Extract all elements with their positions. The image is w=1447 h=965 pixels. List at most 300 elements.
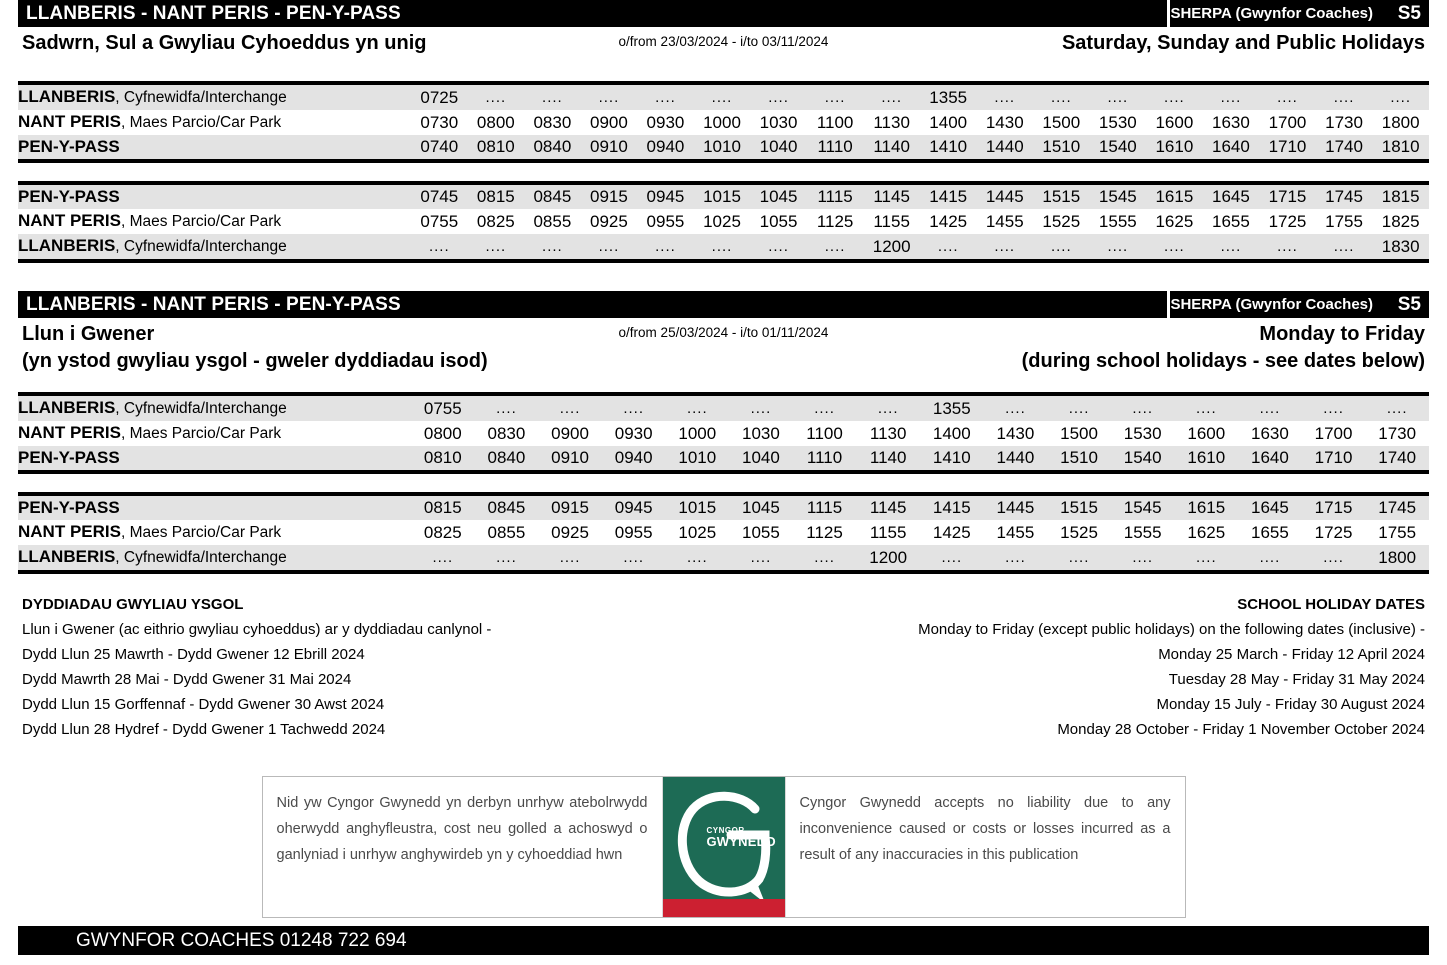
school-holiday-welsh-line: Dydd Llun 15 Gorffennaf - Dydd Gwener 30 Awst 2024 xyxy=(22,696,385,713)
departure-time-cell: 1510 xyxy=(1033,135,1090,159)
operator-block-1 xyxy=(1170,0,1429,27)
no-service-cell: .... xyxy=(1316,234,1373,259)
stop-name-primary: NANT PERIS xyxy=(18,522,121,541)
departure-time-cell: 1515 xyxy=(1047,496,1111,520)
departure-time-cell: 0810 xyxy=(411,446,475,470)
no-service-cell: .... xyxy=(694,85,751,110)
departure-time-cell: 1455 xyxy=(976,209,1033,234)
departure-time-cell: 1715 xyxy=(1259,185,1316,209)
no-service-cell: .... xyxy=(1090,234,1147,259)
departure-time-cell: 0910 xyxy=(581,135,638,159)
days-header-2 xyxy=(18,318,1429,392)
departure-time-cell: 1145 xyxy=(863,185,920,209)
departure-time-cell: 1825 xyxy=(1372,209,1429,234)
days-english-line1-2: Monday to Friday xyxy=(1259,323,1425,345)
departure-time-cell: 0915 xyxy=(581,185,638,209)
days-welsh-line1-2: Llun i Gwener xyxy=(22,323,155,345)
departure-time-cell: 1630 xyxy=(1238,421,1302,446)
departure-time-cell: 1700 xyxy=(1302,421,1366,446)
no-service-cell: .... xyxy=(1238,545,1302,570)
stop-name-primary: NANT PERIS xyxy=(18,112,121,131)
route-title-1: LLANBERIS - NANT PERIS - PEN-Y-PASS xyxy=(18,0,1167,27)
departure-time-cell: 1000 xyxy=(694,110,751,135)
departure-time-cell: 1815 xyxy=(1372,185,1429,209)
stop-name-primary: PEN-Y-PASS xyxy=(18,448,120,467)
departure-time-cell: 1110 xyxy=(807,135,864,159)
departure-time-cell: 1830 xyxy=(1372,234,1429,259)
no-service-cell: .... xyxy=(1146,234,1203,259)
stop-name-primary: PEN-Y-PASS xyxy=(18,498,120,517)
departure-time-cell: 1600 xyxy=(1175,421,1239,446)
school-holiday-heading-welsh: DYDDIADAU GWYLIAU YSGOL xyxy=(22,596,244,613)
footer-text: GWYNFOR COACHES 01248 722 694 xyxy=(76,929,407,951)
departure-time-cell: 1355 xyxy=(920,396,984,421)
stop-name-primary: LLANBERIS xyxy=(18,547,116,566)
disclaimer-text-english: Cyngor Gwynedd accepts no liability due to any inconvenience caused or costs or losses incurred as a result of any inaccuracies in this publication xyxy=(785,777,1185,917)
stop-name-secondary: , Cyfnewidfa/Interchange xyxy=(115,400,287,417)
days-header-1 xyxy=(18,27,1429,81)
timetable-1-outbound xyxy=(18,81,1429,163)
departure-time-cell: 1100 xyxy=(807,110,864,135)
departure-time-cell: 1040 xyxy=(729,446,793,470)
departure-time-cell: 1400 xyxy=(920,110,977,135)
departure-time-cell: 1015 xyxy=(666,496,730,520)
departure-time-cell: 1155 xyxy=(856,520,920,545)
school-holiday-english-line: Tuesday 28 May - Friday 31 May 2024 xyxy=(1168,671,1425,688)
no-service-cell: .... xyxy=(1203,234,1260,259)
departure-time-cell: 1045 xyxy=(729,496,793,520)
stop-name-primary: LLANBERIS xyxy=(18,236,116,255)
departure-time-cell: 1110 xyxy=(793,446,857,470)
departure-time-cell: 0825 xyxy=(468,209,525,234)
no-service-cell: .... xyxy=(920,545,984,570)
departure-time-cell: 1625 xyxy=(1146,209,1203,234)
departure-time-cell: 0925 xyxy=(581,209,638,234)
no-service-cell: .... xyxy=(807,234,864,259)
departure-time-cell: 1000 xyxy=(666,421,730,446)
block-spacer-1 xyxy=(18,163,1429,181)
table-spacer xyxy=(0,263,1447,291)
no-service-cell: .... xyxy=(1259,234,1316,259)
school-holiday-notes-welsh xyxy=(22,592,491,742)
stop-name-secondary: , Cyfnewidfa/Interchange xyxy=(115,549,287,566)
departure-time-cell: 1655 xyxy=(1203,209,1260,234)
no-service-cell: .... xyxy=(694,234,751,259)
no-service-cell: .... xyxy=(1316,85,1373,110)
table-row xyxy=(18,545,1429,570)
stop-name-primary: NANT PERIS xyxy=(18,211,121,230)
operator-name-1: SHERPA (Gwynfor Coaches) xyxy=(1170,5,1373,22)
departure-time-cell: 1725 xyxy=(1302,520,1366,545)
no-service-cell: .... xyxy=(602,545,666,570)
departure-time-cell: 0855 xyxy=(475,520,539,545)
no-service-cell: .... xyxy=(729,545,793,570)
departure-time-cell: 1145 xyxy=(856,496,920,520)
table-row xyxy=(18,185,1429,209)
departure-time-cell: 1055 xyxy=(729,520,793,545)
route-header-bar-1 xyxy=(18,0,1429,27)
days-english-line2-2: (during school holidays - see dates below) xyxy=(1021,350,1425,372)
table-row xyxy=(18,135,1429,159)
school-holiday-welsh-line: Dydd Llun 28 Hydref - Dydd Gwener 1 Tachwedd 2024 xyxy=(22,721,386,738)
departure-time-cell: 1410 xyxy=(920,135,977,159)
departure-time-cell: 1025 xyxy=(666,520,730,545)
no-service-cell: .... xyxy=(411,545,475,570)
no-service-cell: .... xyxy=(1302,396,1366,421)
departure-time-cell: 1725 xyxy=(1259,209,1316,234)
departure-time-cell: 1745 xyxy=(1365,496,1429,520)
school-holiday-heading-english: SCHOOL HOLIDAY DATES xyxy=(1237,596,1425,613)
no-service-cell: .... xyxy=(729,396,793,421)
stop-name-primary: NANT PERIS xyxy=(18,423,121,442)
departure-time-cell: 1530 xyxy=(1111,421,1175,446)
stop-name-cell xyxy=(18,110,411,135)
departure-time-cell: 1545 xyxy=(1111,496,1175,520)
no-service-cell: .... xyxy=(1047,396,1111,421)
stop-name-primary: PEN-Y-PASS xyxy=(18,137,120,156)
cyngor-gwynedd-logo xyxy=(663,777,785,917)
stop-name-secondary: , Cyfnewidfa/Interchange xyxy=(115,89,287,106)
departure-time-cell: 0925 xyxy=(538,520,602,545)
departure-time-cell: 1010 xyxy=(694,135,751,159)
no-service-cell: .... xyxy=(524,234,581,259)
departure-time-cell: 1415 xyxy=(920,185,977,209)
departure-time-cell: 1600 xyxy=(1146,110,1203,135)
departure-time-cell: 0815 xyxy=(468,185,525,209)
timetable-1-inbound xyxy=(18,181,1429,263)
validity-text-1: o/from 23/03/2024 - i/to 03/11/2024 xyxy=(618,34,829,49)
departure-time-cell: 1710 xyxy=(1259,135,1316,159)
no-service-cell: .... xyxy=(750,234,807,259)
stop-name-primary: PEN-Y-PASS xyxy=(18,187,120,206)
departure-time-cell: 1800 xyxy=(1365,545,1429,570)
departure-time-cell: 1200 xyxy=(856,545,920,570)
departure-time-cell: 1040 xyxy=(750,135,807,159)
no-service-cell: .... xyxy=(1033,234,1090,259)
departure-time-cell: 0830 xyxy=(524,110,581,135)
timetable-2-inbound xyxy=(18,492,1429,574)
no-service-cell: .... xyxy=(1111,396,1175,421)
no-service-cell: .... xyxy=(1090,85,1147,110)
no-service-cell: .... xyxy=(538,545,602,570)
departure-time-cell: 0955 xyxy=(637,209,694,234)
departure-time-cell: 1400 xyxy=(920,421,984,446)
block-spacer-2 xyxy=(18,474,1429,492)
departure-time-cell: 1425 xyxy=(920,209,977,234)
no-service-cell: .... xyxy=(468,234,525,259)
departure-time-cell: 1130 xyxy=(856,421,920,446)
departure-time-cell: 1115 xyxy=(807,185,864,209)
departure-time-cell: 1515 xyxy=(1033,185,1090,209)
departure-time-cell: 1440 xyxy=(984,446,1048,470)
departure-time-cell: 1810 xyxy=(1372,135,1429,159)
days-english-line1-1: Saturday, Sunday and Public Holidays xyxy=(1061,32,1425,54)
timetable-2 xyxy=(18,392,1429,574)
departure-time-cell: 0845 xyxy=(475,496,539,520)
departure-time-cell: 1140 xyxy=(856,446,920,470)
departure-time-cell: 1125 xyxy=(807,209,864,234)
stop-name-cell xyxy=(18,446,411,470)
departure-time-cell: 0730 xyxy=(411,110,468,135)
school-holiday-english-line: Monday 28 October - Friday 1 November October 2024 xyxy=(1057,721,1425,738)
no-service-cell: .... xyxy=(1372,85,1429,110)
departure-time-cell: 1445 xyxy=(976,185,1033,209)
stop-name-cell xyxy=(18,496,411,520)
no-service-cell: .... xyxy=(1238,396,1302,421)
no-service-cell: .... xyxy=(1175,396,1239,421)
departure-time-cell: 1425 xyxy=(920,520,984,545)
timetable-2-outbound xyxy=(18,392,1429,474)
stop-name-cell xyxy=(18,209,411,234)
no-service-cell: .... xyxy=(856,396,920,421)
departure-time-cell: 1355 xyxy=(920,85,977,110)
table-row xyxy=(18,234,1429,259)
no-service-cell: .... xyxy=(475,545,539,570)
logo-red-bar xyxy=(663,899,785,917)
no-service-cell: .... xyxy=(1033,85,1090,110)
departure-time-cell: 0840 xyxy=(475,446,539,470)
table-row xyxy=(18,209,1429,234)
logo-wordmark xyxy=(707,827,776,849)
no-service-cell: .... xyxy=(1302,545,1366,570)
no-service-cell: .... xyxy=(976,234,1033,259)
departure-time-cell: 1500 xyxy=(1033,110,1090,135)
stop-name-cell xyxy=(18,234,411,259)
no-service-cell: .... xyxy=(1259,85,1316,110)
no-service-cell: .... xyxy=(793,545,857,570)
stop-name-primary: LLANBERIS xyxy=(18,87,116,106)
departure-time-cell: 1755 xyxy=(1365,520,1429,545)
timetable-1 xyxy=(18,81,1429,263)
operator-name-2: SHERPA (Gwynfor Coaches) xyxy=(1170,296,1373,313)
school-holiday-welsh-line: Dydd Llun 25 Mawrth - Dydd Gwener 12 Ebrill 2024 xyxy=(22,646,365,663)
departure-time-cell: 0745 xyxy=(411,185,468,209)
timetable-2-outbound-grid xyxy=(18,396,1429,470)
table-row xyxy=(18,396,1429,421)
table-row xyxy=(18,446,1429,470)
departure-time-cell: 0755 xyxy=(411,209,468,234)
departure-time-cell: 1625 xyxy=(1175,520,1239,545)
departure-time-cell: 1045 xyxy=(750,185,807,209)
service-number-1: S5 xyxy=(1397,2,1421,24)
stop-name-cell xyxy=(18,520,411,545)
stop-name-secondary: , Cyfnewidfa/Interchange xyxy=(115,238,287,255)
no-service-cell: .... xyxy=(1365,396,1429,421)
no-service-cell: .... xyxy=(637,85,694,110)
departure-time-cell: 0840 xyxy=(524,135,581,159)
departure-time-cell: 1500 xyxy=(1047,421,1111,446)
no-service-cell: .... xyxy=(666,396,730,421)
departure-time-cell: 0930 xyxy=(637,110,694,135)
disclaimer-box xyxy=(262,776,1186,918)
no-service-cell: .... xyxy=(637,234,694,259)
departure-time-cell: 0855 xyxy=(524,209,581,234)
departure-time-cell: 1510 xyxy=(1047,446,1111,470)
route-header-bar-2 xyxy=(18,291,1429,318)
table-row xyxy=(18,110,1429,135)
departure-time-cell: 1015 xyxy=(694,185,751,209)
departure-time-cell: 1410 xyxy=(920,446,984,470)
departure-time-cell: 1155 xyxy=(863,209,920,234)
no-service-cell: .... xyxy=(538,396,602,421)
logo-wordmark-big: GWYNEDD xyxy=(706,834,776,850)
no-service-cell: .... xyxy=(1175,545,1239,570)
disclaimer-wrap xyxy=(0,776,1447,918)
no-service-cell: .... xyxy=(750,85,807,110)
no-service-cell: .... xyxy=(581,85,638,110)
departure-time-cell: 1430 xyxy=(984,421,1048,446)
table-row xyxy=(18,85,1429,110)
departure-time-cell: 0900 xyxy=(538,421,602,446)
departure-time-cell: 0955 xyxy=(602,520,666,545)
departure-time-cell: 1610 xyxy=(1146,135,1203,159)
departure-time-cell: 0945 xyxy=(637,185,694,209)
service-number-2: S5 xyxy=(1397,293,1421,315)
school-holiday-notes xyxy=(18,592,1429,742)
departure-time-cell: 0910 xyxy=(538,446,602,470)
departure-time-cell: 1755 xyxy=(1316,209,1373,234)
no-service-cell: .... xyxy=(1111,545,1175,570)
departure-time-cell: 0830 xyxy=(475,421,539,446)
stop-name-cell xyxy=(18,396,411,421)
departure-time-cell: 1730 xyxy=(1316,110,1373,135)
departure-time-cell: 1455 xyxy=(984,520,1048,545)
footer-bar xyxy=(18,926,1429,955)
disclaimer-text-welsh: Nid yw Cyngor Gwynedd yn derbyn unrhyw atebolrwydd oherwydd anghyfleustra, cost neu golled a achoswyd o ganlyniad i unrhyw anghywirdeb yn y cyhoeddiad hwn xyxy=(263,777,663,917)
departure-time-cell: 0815 xyxy=(411,496,475,520)
stop-name-secondary: , Maes Parcio/Car Park xyxy=(120,524,282,541)
stop-name-cell xyxy=(18,135,411,159)
departure-time-cell: 0845 xyxy=(524,185,581,209)
no-service-cell: .... xyxy=(1047,545,1111,570)
no-service-cell: .... xyxy=(524,85,581,110)
no-service-cell: .... xyxy=(863,85,920,110)
departure-time-cell: 1030 xyxy=(729,421,793,446)
school-holiday-notes-english xyxy=(918,592,1425,742)
departure-time-cell: 0755 xyxy=(411,396,475,421)
departure-time-cell: 1030 xyxy=(750,110,807,135)
timetable-2-inbound-grid xyxy=(18,496,1429,570)
departure-time-cell: 1140 xyxy=(863,135,920,159)
departure-time-cell: 1430 xyxy=(976,110,1033,135)
departure-time-cell: 1025 xyxy=(694,209,751,234)
operator-block-2 xyxy=(1170,291,1429,318)
departure-time-cell: 1555 xyxy=(1111,520,1175,545)
days-welsh-line2-2: (yn ystod gwyliau ysgol - gweler dyddiadau isod) xyxy=(22,350,488,372)
no-service-cell: .... xyxy=(1203,85,1260,110)
departure-time-cell: 0800 xyxy=(411,421,475,446)
departure-time-cell: 1525 xyxy=(1047,520,1111,545)
departure-time-cell: 1545 xyxy=(1090,185,1147,209)
departure-time-cell: 1115 xyxy=(793,496,857,520)
no-service-cell: .... xyxy=(920,234,977,259)
departure-time-cell: 1630 xyxy=(1203,110,1260,135)
school-holiday-english-line: Monday 15 July - Friday 30 August 2024 xyxy=(1156,696,1425,713)
no-service-cell: .... xyxy=(793,396,857,421)
logo-wordmark-small: CYNGOR xyxy=(706,826,745,835)
no-service-cell: .... xyxy=(468,85,525,110)
no-service-cell: .... xyxy=(984,545,1048,570)
departure-time-cell: 1555 xyxy=(1090,209,1147,234)
stop-name-secondary: , Maes Parcio/Car Park xyxy=(120,213,282,230)
no-service-cell: .... xyxy=(1146,85,1203,110)
days-welsh-line1-1: Sadwrn, Sul a Gwyliau Cyhoeddus yn unig xyxy=(22,32,427,54)
departure-time-cell: 1715 xyxy=(1302,496,1366,520)
departure-time-cell: 1640 xyxy=(1238,446,1302,470)
departure-time-cell: 1730 xyxy=(1365,421,1429,446)
stop-name-cell xyxy=(18,421,411,446)
departure-time-cell: 1125 xyxy=(793,520,857,545)
no-service-cell: .... xyxy=(475,396,539,421)
departure-time-cell: 1655 xyxy=(1238,520,1302,545)
stop-name-cell xyxy=(18,185,411,209)
departure-time-cell: 1745 xyxy=(1316,185,1373,209)
school-holiday-welsh-line: Llun i Gwener (ac eithrio gwyliau cyhoeddus) ar y dyddiadau canlynol - xyxy=(22,621,492,638)
table-row xyxy=(18,421,1429,446)
departure-time-cell: 1645 xyxy=(1203,185,1260,209)
departure-time-cell: 0725 xyxy=(411,85,468,110)
stop-name-primary: LLANBERIS xyxy=(18,398,116,417)
departure-time-cell: 0810 xyxy=(468,135,525,159)
table-row xyxy=(18,520,1429,545)
route-title-2: LLANBERIS - NANT PERIS - PEN-Y-PASS xyxy=(18,291,1167,318)
departure-time-cell: 0940 xyxy=(637,135,694,159)
days-english-1 xyxy=(1062,30,1425,57)
validity-text-2: o/from 25/03/2024 - i/to 01/11/2024 xyxy=(618,325,829,340)
departure-time-cell: 0930 xyxy=(602,421,666,446)
departure-time-cell: 1800 xyxy=(1372,110,1429,135)
departure-time-cell: 1445 xyxy=(984,496,1048,520)
departure-time-cell: 0900 xyxy=(581,110,638,135)
departure-time-cell: 1130 xyxy=(863,110,920,135)
timetable-1-inbound-grid xyxy=(18,185,1429,259)
departure-time-cell: 0940 xyxy=(602,446,666,470)
departure-time-cell: 1415 xyxy=(920,496,984,520)
days-english-2 xyxy=(1022,321,1425,375)
table-row xyxy=(18,496,1429,520)
no-service-cell: .... xyxy=(581,234,638,259)
departure-time-cell: 1440 xyxy=(976,135,1033,159)
stop-name-secondary: , Maes Parcio/Car Park xyxy=(120,425,282,442)
departure-time-cell: 1610 xyxy=(1175,446,1239,470)
departure-time-cell: 1055 xyxy=(750,209,807,234)
departure-time-cell: 1540 xyxy=(1111,446,1175,470)
departure-time-cell: 1640 xyxy=(1203,135,1260,159)
departure-time-cell: 1615 xyxy=(1146,185,1203,209)
no-service-cell: .... xyxy=(602,396,666,421)
departure-time-cell: 1200 xyxy=(863,234,920,259)
departure-time-cell: 1740 xyxy=(1316,135,1373,159)
departure-time-cell: 1710 xyxy=(1302,446,1366,470)
stop-name-cell xyxy=(18,85,411,110)
school-holiday-english-line: Monday to Friday (except public holidays) on the following dates (inclusive) - xyxy=(918,621,1425,638)
school-holiday-english-line: Monday 25 March - Friday 12 April 2024 xyxy=(1158,646,1425,663)
departure-time-cell: 0825 xyxy=(411,520,475,545)
departure-time-cell: 1010 xyxy=(666,446,730,470)
no-service-cell: .... xyxy=(807,85,864,110)
timetable-1-outbound-grid xyxy=(18,85,1429,159)
departure-time-cell: 0945 xyxy=(602,496,666,520)
departure-time-cell: 0915 xyxy=(538,496,602,520)
departure-time-cell: 0800 xyxy=(468,110,525,135)
departure-time-cell: 1540 xyxy=(1090,135,1147,159)
departure-time-cell: 1740 xyxy=(1365,446,1429,470)
no-service-cell: .... xyxy=(411,234,468,259)
departure-time-cell: 1100 xyxy=(793,421,857,446)
no-service-cell: .... xyxy=(976,85,1033,110)
departure-time-cell: 1700 xyxy=(1259,110,1316,135)
stop-name-secondary: , Maes Parcio/Car Park xyxy=(120,114,282,131)
